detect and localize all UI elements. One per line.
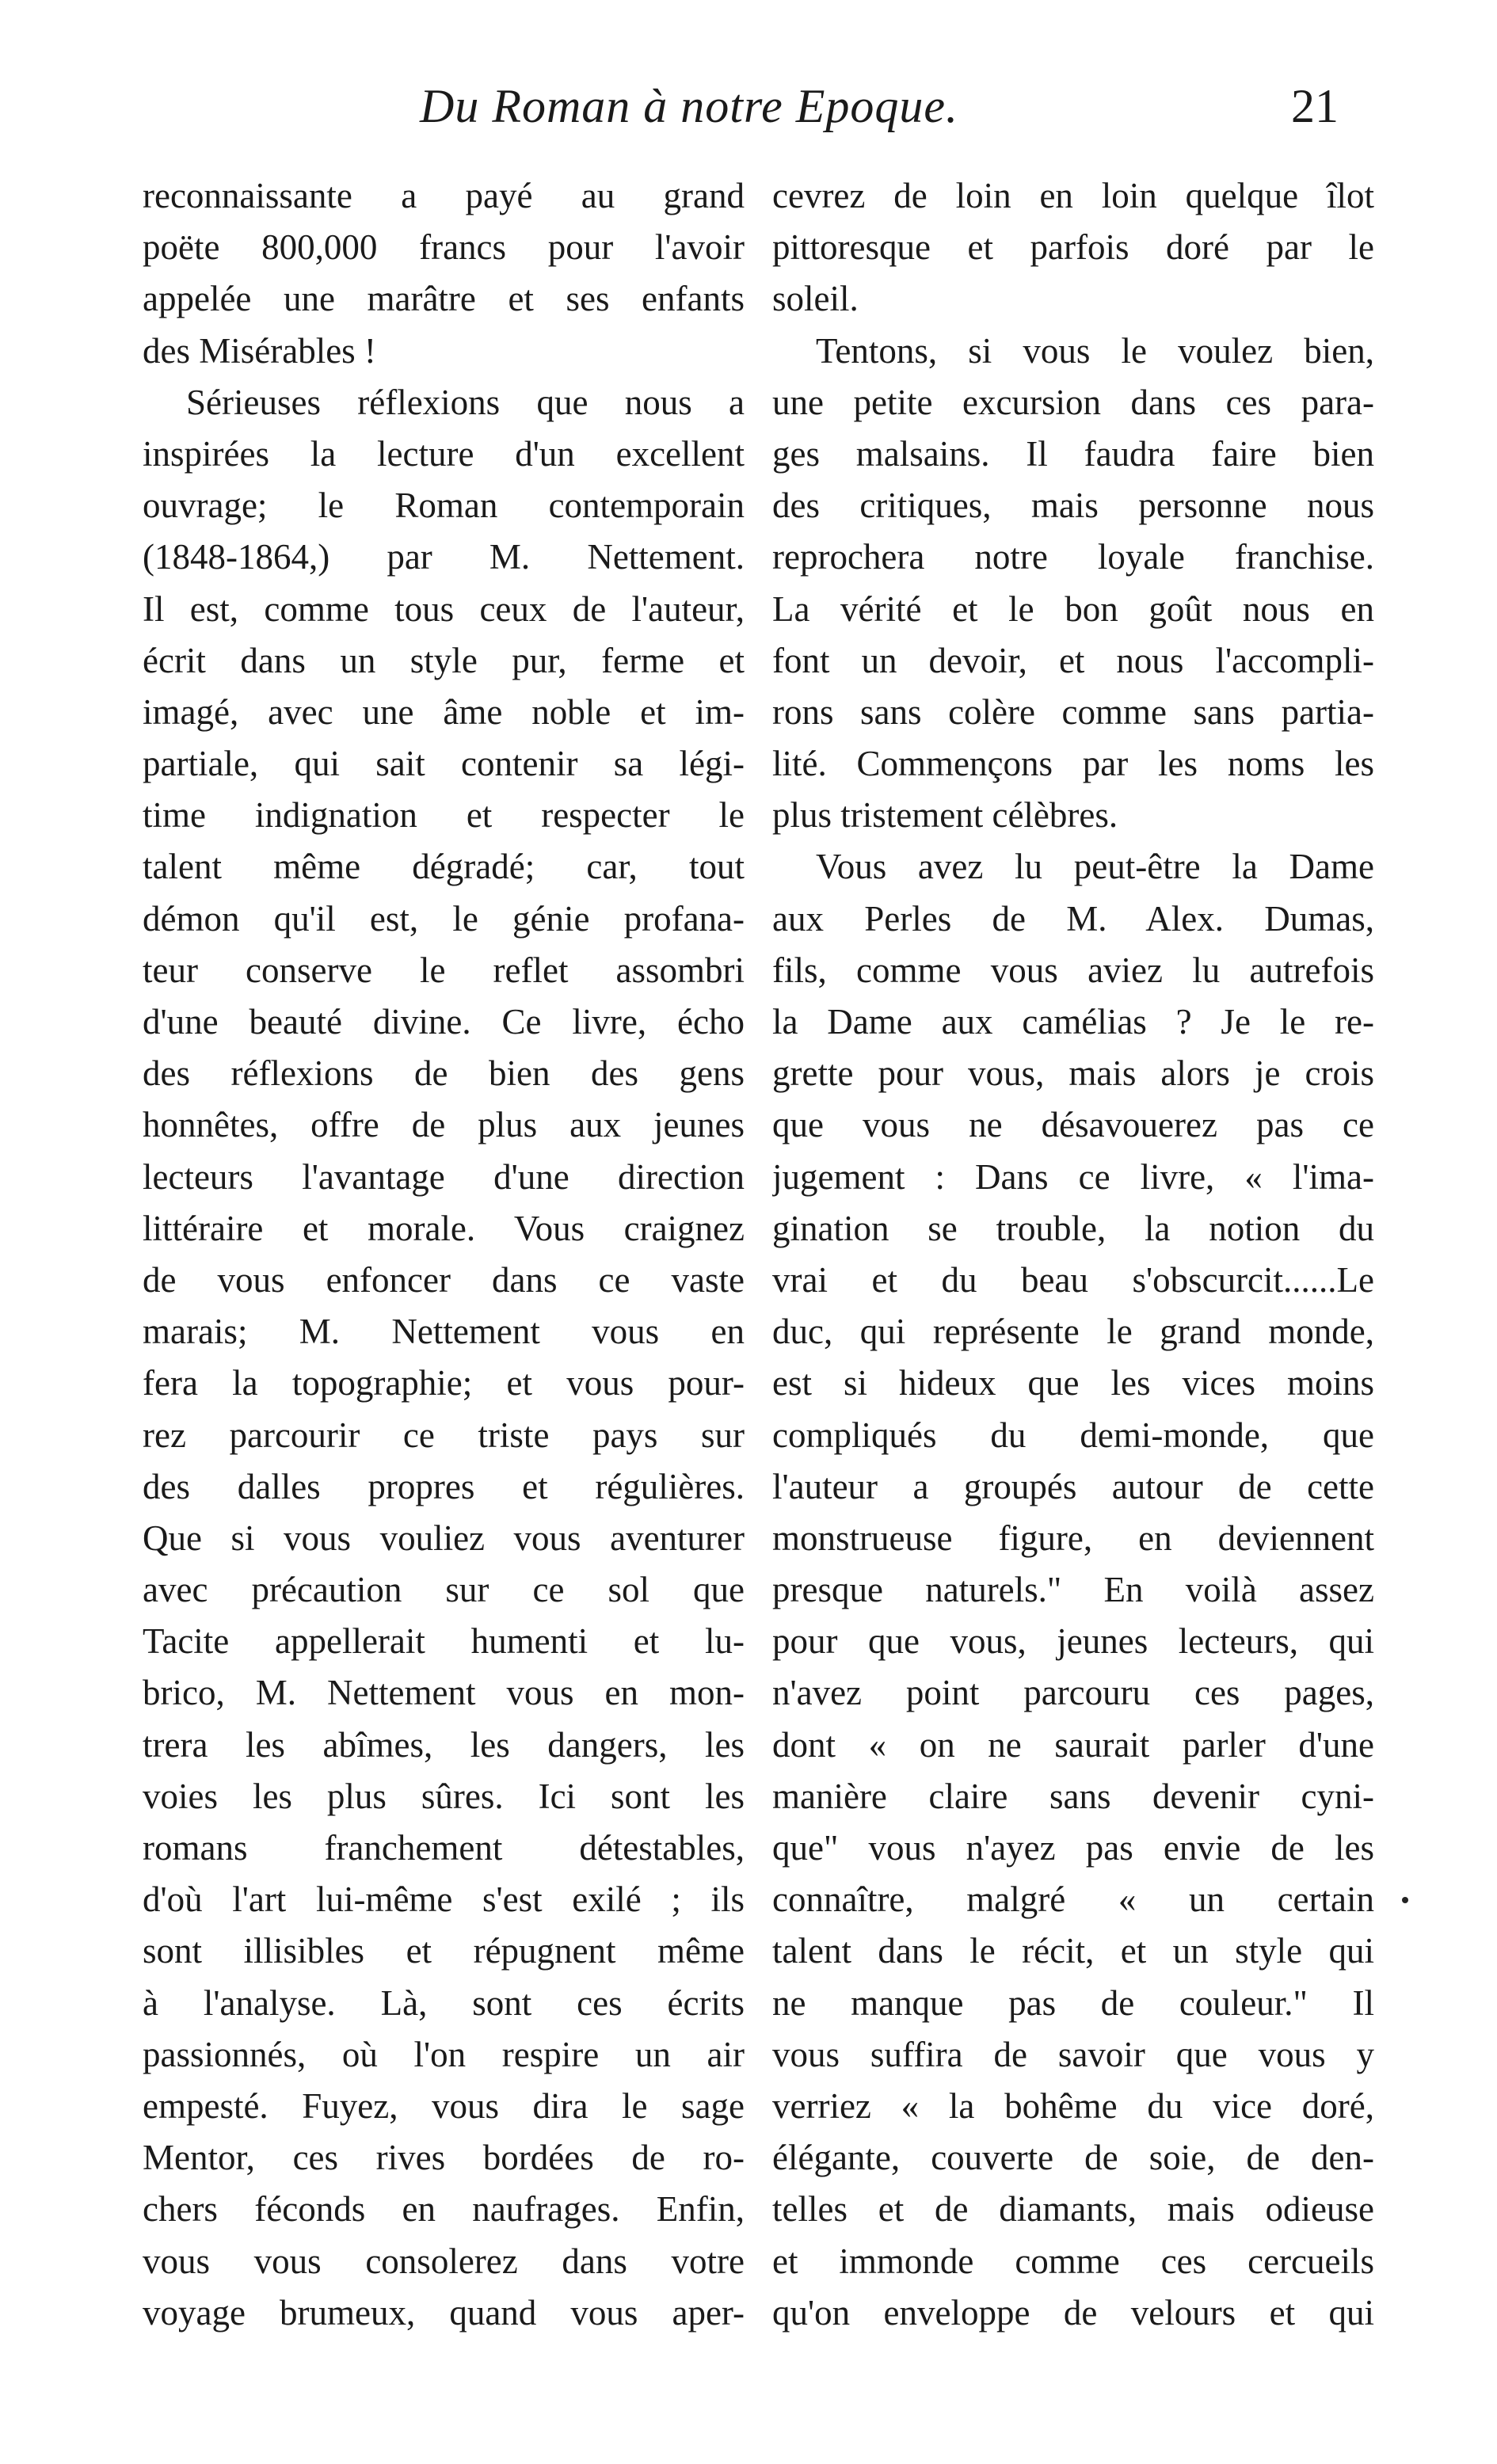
text-line: La vérité et le bon goût nous en: [772, 588, 1374, 629]
text-line: chers féconds en naufrages. Enfin,: [143, 2189, 745, 2230]
text-line: d'une beauté divine. Ce livre, écho: [143, 1002, 745, 1042]
text-line: honnêtes, offre de plus aux jeunes: [143, 1105, 745, 1145]
text-line: fils, comme vous aviez lu autrefois: [772, 950, 1374, 990]
text-line: inspirées la lecture d'un excellent: [143, 433, 745, 474]
text-line: écrit dans un style pur, ferme et: [143, 640, 745, 680]
text-line: voyage brumeux, quand vous aper-: [143, 2292, 745, 2333]
text-line: time indignation et respecter le: [143, 795, 745, 836]
text-line: élégante, couverte de soie, de den-: [772, 2138, 1374, 2178]
text-line: Mentor, ces rives bordées de ro-: [143, 2138, 745, 2178]
running-head: [412, 79, 1339, 143]
text-line: reconnaissante a payé au grand: [143, 176, 745, 215]
text-line: une petite excursion dans ces para-: [772, 382, 1374, 422]
text-line: des critiques, mais personne nous: [772, 486, 1374, 526]
text-line: que vous ne désavouerez pas ce: [772, 1105, 1374, 1145]
text-line: avec précaution sur ce sol que: [143, 1570, 745, 1610]
text-line: est si hideux que les vices moins: [772, 1363, 1374, 1403]
text-line: fera la topographie; et vous pour-: [143, 1363, 745, 1403]
text-line: compliqués du demi-monde, que: [772, 1415, 1374, 1455]
text-line: vous suffira de savoir que vous y: [772, 2034, 1374, 2074]
text-line: connaître, malgré « un certain: [772, 1879, 1374, 1920]
text-line: romans franchement détestables,: [143, 1828, 745, 1868]
text-line: ges malsains. Il faudra faire bien: [772, 433, 1374, 474]
text-line: à l'analyse. Là, sont ces écrits: [143, 1982, 745, 2023]
text-line: vrai et du beau s'obscurcit......Le: [772, 1259, 1374, 1300]
text-line: voies les plus sûres. Ici sont les: [143, 1776, 745, 1816]
left-column: [143, 170, 745, 2339]
text-line: marais; M. Nettement vous en: [143, 1312, 745, 1352]
text-line: imagé, avec une âme noble et im-: [143, 691, 745, 732]
text-line: duc, qui représente le grand monde,: [772, 1312, 1374, 1352]
text-line: qu'on enveloppe de velours et qui: [772, 2292, 1374, 2333]
text-line: Tacite appellerait humenti et lu-: [143, 1621, 745, 1662]
text-line: n'avez point parcouru ces pages,: [772, 1673, 1374, 1713]
text-line: trera les abîmes, les dangers, les: [143, 1724, 745, 1765]
text-line: monstrueuse figure, en deviennent: [772, 1518, 1374, 1558]
text-line: démon qu'il est, le génie profana-: [143, 898, 745, 939]
text-line: ouvrage; le Roman contemporain: [143, 486, 745, 526]
text-line: presque naturels." En voilà assez: [772, 1570, 1374, 1610]
text-line: rez parcourir ce triste pays sur: [143, 1415, 745, 1455]
text-line: des Misérables !: [143, 330, 376, 371]
text-line: Que si vous vouliez vous aventurer: [143, 1518, 745, 1558]
text-line: vous vous consolerez dans votre: [143, 2241, 745, 2281]
text-line: pittoresque et parfois doré par le: [772, 227, 1374, 268]
right-column: [772, 170, 1374, 2339]
text-line: passionnés, où l'on respire un air: [143, 2034, 745, 2074]
text-line: lecteurs l'avantage d'une direction: [143, 1156, 745, 1197]
text-line: que" vous n'ayez pas envie de les: [772, 1828, 1374, 1868]
text-line: telles et de diamants, mais odieuse: [772, 2189, 1374, 2230]
text-line: reprochera notre loyale franchise.: [772, 537, 1374, 577]
text-line: gination se trouble, la notion du: [772, 1208, 1374, 1248]
text-line: ne manque pas de couleur." Il: [772, 1982, 1374, 2023]
text-line: pour que vous, jeunes lecteurs, qui: [772, 1621, 1374, 1662]
text-line: l'auteur a groupés autour de cette: [772, 1466, 1374, 1506]
text-line: sont illisibles et répugnent même: [143, 1931, 745, 1971]
text-line: aux Perles de M. Alex. Dumas,: [772, 898, 1374, 939]
text-line: de vous enfoncer dans ce vaste: [143, 1259, 745, 1300]
text-line: rons sans colère comme sans partia-: [772, 691, 1374, 732]
text-line: plus tristement célèbres.: [772, 795, 1118, 836]
text-line: dont « on ne saurait parler d'une: [772, 1724, 1374, 1765]
margin-dot: [1402, 1897, 1408, 1903]
text-line: verriez « la bohême du vice doré,: [772, 2085, 1374, 2126]
text-line: Sérieuses réflexions que nous a: [186, 382, 745, 422]
text-line: (1848-1864,) par M. Nettement.: [143, 537, 745, 577]
text-line: et immonde comme ces cercueils: [772, 2241, 1374, 2281]
text-line: appelée une marâtre et ses enfants: [143, 279, 745, 319]
text-line: des réflexions de bien des gens: [143, 1053, 745, 1094]
text-line: la Dame aux camélias ? Je le re-: [772, 1002, 1374, 1042]
text-line: Tentons, si vous le voulez bien,: [816, 330, 1374, 371]
text-line: brico, M. Nettement vous en mon-: [143, 1673, 745, 1713]
text-line: d'où l'art lui-même s'est exilé ; ils: [143, 1879, 745, 1920]
text-line: talent même dégradé; car, tout: [143, 847, 745, 887]
text-line: soleil.: [772, 279, 859, 319]
text-line: talent dans le récit, et un style qui: [772, 1931, 1374, 1971]
text-line: grette pour vous, mais alors je crois: [772, 1053, 1374, 1094]
page-number: 21: [1291, 80, 1339, 132]
text-line: lité. Commençons par les noms les: [772, 744, 1374, 784]
text-line: poëte 800,000 francs pour l'avoir: [143, 227, 745, 268]
text-line: littéraire et morale. Vous craignez: [143, 1208, 745, 1248]
text-line: font un devoir, et nous l'accompli-: [772, 640, 1374, 680]
text-line: manière claire sans devenir cyni-: [772, 1776, 1374, 1816]
running-title: Du Roman à notre Epoque.: [420, 80, 959, 132]
text-line: Vous avez lu peut-être la Dame: [816, 847, 1374, 887]
text-line: Il est, comme tous ceux de l'auteur,: [143, 588, 745, 629]
text-line: jugement : Dans ce livre, « l'ima-: [772, 1156, 1374, 1197]
text-line: des dalles propres et régulières.: [143, 1466, 745, 1506]
text-line: teur conserve le reflet assombri: [143, 950, 745, 990]
text-line: empesté. Fuyez, vous dira le sage: [143, 2085, 745, 2126]
text-line: cevrez de loin en loin quelque îlot: [772, 176, 1374, 215]
text-line: partiale, qui sait contenir sa légi-: [143, 744, 745, 784]
